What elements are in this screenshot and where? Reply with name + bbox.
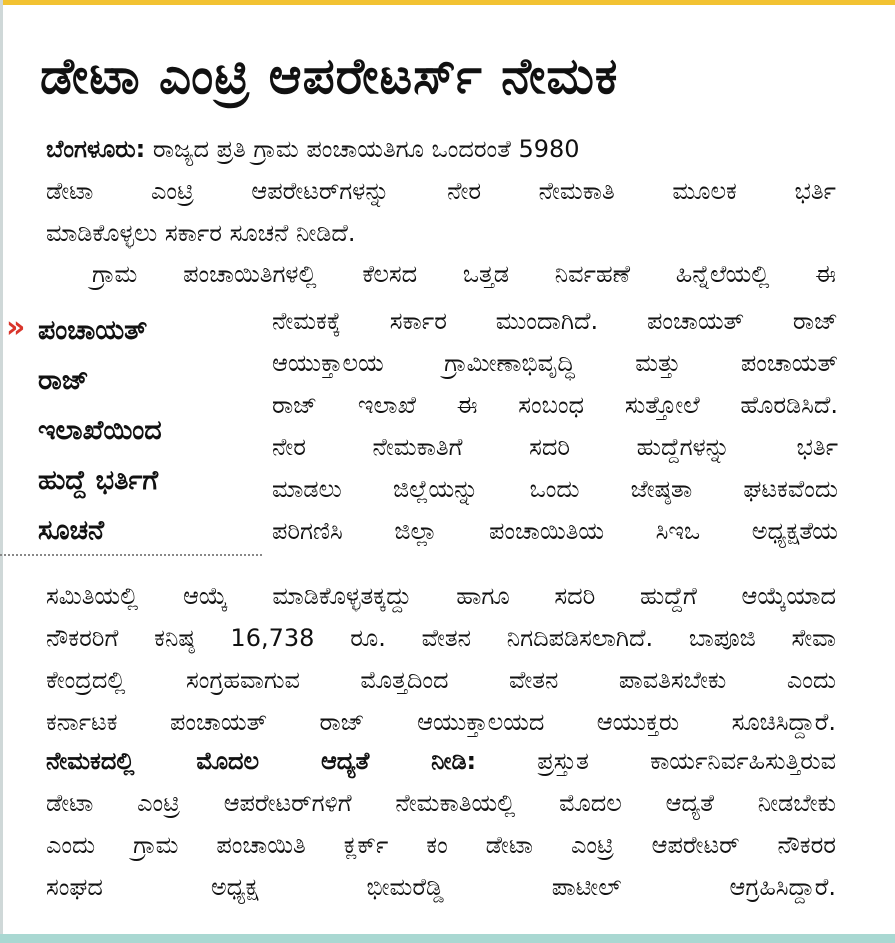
sidebar-title-line: ಇಲಾಖೆಯಿಂದ [38,415,162,446]
paragraph-5-line: ಎಂದು ಗ್ರಾಮ ಪಂಚಾಯಿತಿ ಕ್ಲರ್ಕ್ ಕಂ ಡೇಟಾ ಎಂಟ್ರಿ ಆಪರೇಟರ್ ನೌಕರರ [46,831,836,859]
top-rule [0,0,895,5]
chevron-right-icon: » [6,310,26,345]
sidebar-title [38,306,258,556]
sidebar-title-line: ಪಂಚಾಯತ್ [38,315,148,346]
paragraph-4 [46,575,836,743]
paragraph-4-line: ಸಮಿತಿಯಲ್ಲಿ ಆಯ್ಕೆ ಮಾಡಿಕೊಳ್ಳತಕ್ಕದ್ದು ಹಾಗೂ ಸದರಿ ಹುದ್ದೆಗೆ ಆಯ್ಕೆಯಾದ [46,582,836,610]
paragraph-5-line: ಡೇಟಾ ಎಂಟ್ರಿ ಆಪರೇಟರ್‌ಗಳಿಗೆ ನೇಮಕಾತಿಯಲ್ಲಿ ಮೊದಲ ಆದ್ಯತೆ ನೀಡಬೇಕು [46,789,836,817]
bottom-rule [0,934,895,943]
paragraph-1-line-2: ಡೇಟಾ ಎಂಟ್ರಿ ಆಪರೇಟರ್‌ಗಳನ್ನು ನೇರ ನೇಮಕಾತಿ ಮೂಲಕ ಭರ್ತಿ [46,177,836,205]
headline: ಡೇಟಾ ಎಂಟ್ರಿ ಆಪರೇಟರ್ಸ್ ನೇಮಕ [40,47,619,105]
paragraph-3-line: ಪರಿಗಣಿಸಿ ಜಿಲ್ಲಾ ಪಂಚಾಯಿತಿಯ ಸಿಇಒ ಅಧ್ಯಕ್ಷತೆಯ [272,517,838,545]
sidebar-box [0,300,262,556]
paragraph-4-line: ಕೇಂದ್ರದಲ್ಲಿ ಸಂಗ್ರಹವಾಗುವ ಮೊತ್ತದಿಂದ ವೇತನ ಪಾವತಿಸಬೇಕು ಎಂದು [46,666,836,694]
paragraph-4-line: ಕರ್ನಾಟಕ ಪಂಚಾಯತ್ ರಾಜ್ ಆಯುಕ್ತಾಲಯದ ಆಯುಕ್ತರು ಸೂಚಿಸಿದ್ದಾರೆ. [46,708,836,736]
sidebar-title-line: ಹುದ್ದೆ ಭರ್ತಿಗೆ [38,465,159,496]
paragraph-3-line: ನೇಮಕಕ್ಕೆ ಸರ್ಕಾರ ಮುಂದಾಗಿದೆ. ಪಂಚಾಯತ್ ರಾಜ್ [272,307,838,335]
paragraph-5 [46,740,836,908]
paragraph-5-line-1: ನೇಮಕದಲ್ಲಿ ಮೊದಲ ಆದ್ಯತೆ ನೀಡಿ: ಪ್ರಸ್ತುತ ಕಾರ್ಯನಿರ್ವಹಿಸುತ್ತಿರುವ [46,747,836,775]
paragraph-1-line-3: ಮಾಡಿಕೊಳ್ಳಲು ಸರ್ಕಾರ ಸೂಚನೆ ನೀಡಿದೆ. [46,219,356,247]
paragraph-2 [46,253,836,295]
paragraph-1 [46,128,836,254]
dateline: ಬೆಂಗಳೂರು: [46,135,146,163]
paragraph-3-line: ರಾಜ್ ಇಲಾಖೆ ಈ ಸಂಬಂಧ ಸುತ್ತೋಲೆ ಹೊರಡಿಸಿದೆ. [272,391,838,419]
paragraph-1-line-1: ಬೆಂಗಳೂರು: ರಾಜ್ಯದ ಪ್ರತಿ ಗ್ರಾಮ ಪಂಚಾಯತಿಗೂ ಒಂದರಂತೆ 5980 [46,135,580,163]
paragraph-3-line: ಆಯುಕ್ತಾಲಯ ಗ್ರಾಮೀಣಾಭಿವೃದ್ಧಿ ಮತ್ತು ಪಂಚಾಯತ್ [272,349,838,377]
paragraph-5-line: ಸಂಘದ ಅಧ್ಯಕ್ಷ ಭೀಮರೆಡ್ಡಿ ಪಾಟೀಲ್ ಆಗ್ರಹಿಸಿದ್ದಾರೆ. [46,873,836,901]
sidebar-title-line: ರಾಜ್ [38,365,89,396]
paragraph-4-line: ನೌಕರರಿಗೆ ಕನಿಷ್ಠ 16,738 ರೂ. ವೇತನ ನಿಗದಿಪಡಿಸಲಾಗಿದೆ. ಬಾಪೂಜಿ ಸೇವಾ [46,624,836,652]
sidebar-title-line: ಸೂಚನೆ [38,515,105,546]
paragraph-2-line-1: ಗ್ರಾಮ ಪಂಚಾಯಿತಿಗಳಲ್ಲಿ ಕೆಲಸದ ಒತ್ತಡ ನಿರ್ವಹಣೆ ಹಿನ್ನೆಲೆಯಲ್ಲಿ ಈ [92,260,836,288]
paragraph-3-line: ಮಾಡಲು ಜಿಲ್ಲೆಯನ್ನು ಒಂದು ಜೇಷ್ಠತಾ ಘಟಕವೆಂದು [272,475,838,503]
subhead: ನೇಮಕದಲ್ಲಿ ಮೊದಲ ಆದ್ಯತೆ ನೀಡಿ: [46,747,477,775]
paragraph-3-line: ನೇರ ನೇಮಕಾತಿಗೆ ಸದರಿ ಹುದ್ದೆಗಳನ್ನು ಭರ್ತಿ [272,433,838,461]
paragraph-3 [272,300,838,552]
